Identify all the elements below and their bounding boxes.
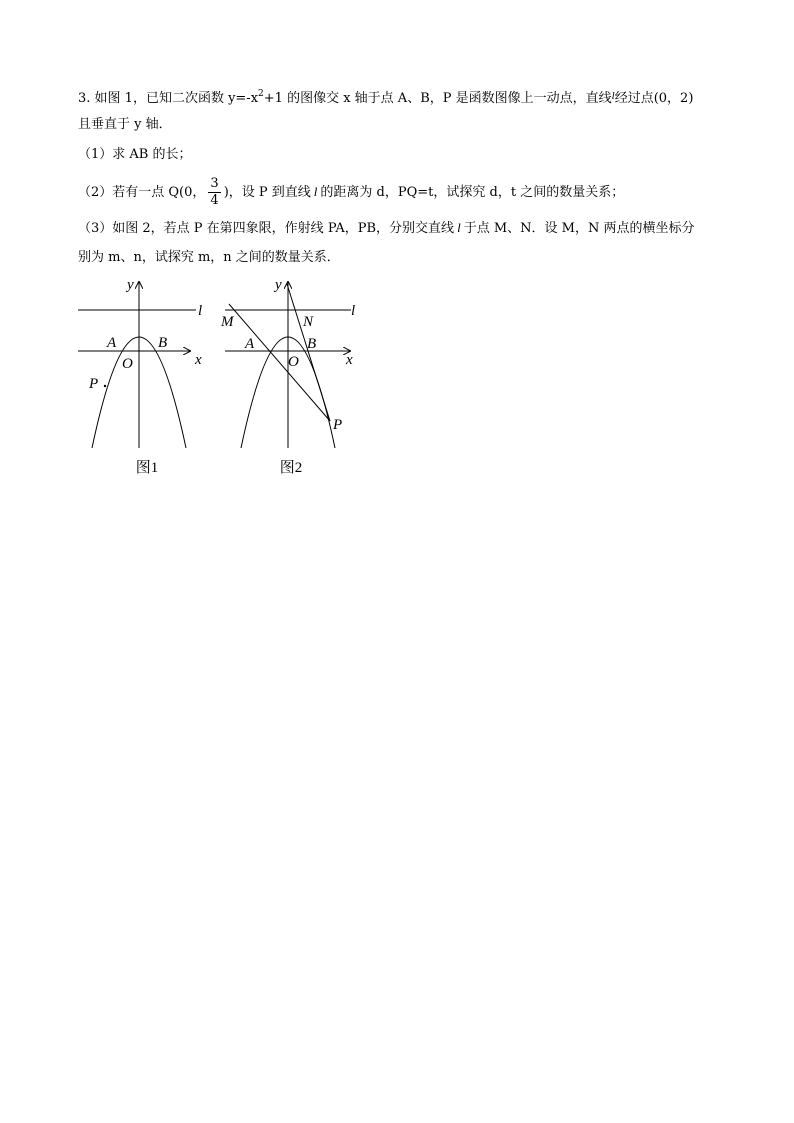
problem-line-1 [78,86,693,107]
label-x: x [346,352,353,368]
question-2 [78,172,624,213]
exponent: 2 [258,89,264,99]
question-3-continued: 别为 m、n，试探究 m，n 之间的数量关系． [78,250,340,265]
ray-pb [287,284,330,421]
line-l-symbol: l [457,220,461,235]
figure-1-diagram [70,272,220,482]
label-n: N [303,314,314,330]
label-y: y [275,277,282,293]
figure-1-caption: 图1 [135,460,159,476]
figure-2-diagram [213,272,373,482]
question-3 [78,220,694,237]
label-b: B [158,335,168,351]
question-2-part-b: )，设 P 到直线 [223,185,311,200]
problem-line-1-part-a: 3. 如图 1，已知二次函数 y=-x [78,91,259,106]
question-2-part-a: （2）若有一点 Q(0， [78,185,206,200]
label-m: M [221,314,234,330]
label-p: P [333,417,343,433]
label-l: l [198,303,203,319]
problem-line-1-part-c: 经过点(0，2) [614,91,694,106]
fraction-three-quarters [208,176,220,209]
label-o: O [122,356,133,372]
fraction-numerator: 3 [210,176,219,191]
label-o: O [288,354,299,370]
ray-pa [229,304,330,421]
problem-line-2: 且垂直于 y 轴． [78,117,172,132]
label-p: P [89,376,99,392]
label-l: l [351,303,356,319]
figure-2-caption: 图2 [279,460,303,476]
line-l-symbol: l [611,90,615,102]
label-y: y [127,277,134,293]
question-3-part-a: （3）如图 2，若点 P 在第四象限，作射线 PA，PB，分别交直线 [78,221,455,236]
point-p [104,385,106,387]
question-3-part-b: 于点 M、N．设 M，N 两点的横坐标分 [463,221,695,236]
line-l-symbol: l [313,184,318,199]
question-2-part-c: 的距离为 d，PQ=t，试探究 d，t 之间的数量关系； [320,185,625,200]
label-x: x [195,352,202,368]
question-1: （1）求 AB 的长； [78,147,192,162]
fraction-denominator: 4 [210,193,219,208]
label-b: B [307,336,317,352]
label-a: A [107,335,117,351]
label-a: A [245,336,255,352]
problem-line-1-part-b: +1 的图像交 x 轴于点 A、B，P 是函数图像上一动点，直线 [263,91,612,106]
